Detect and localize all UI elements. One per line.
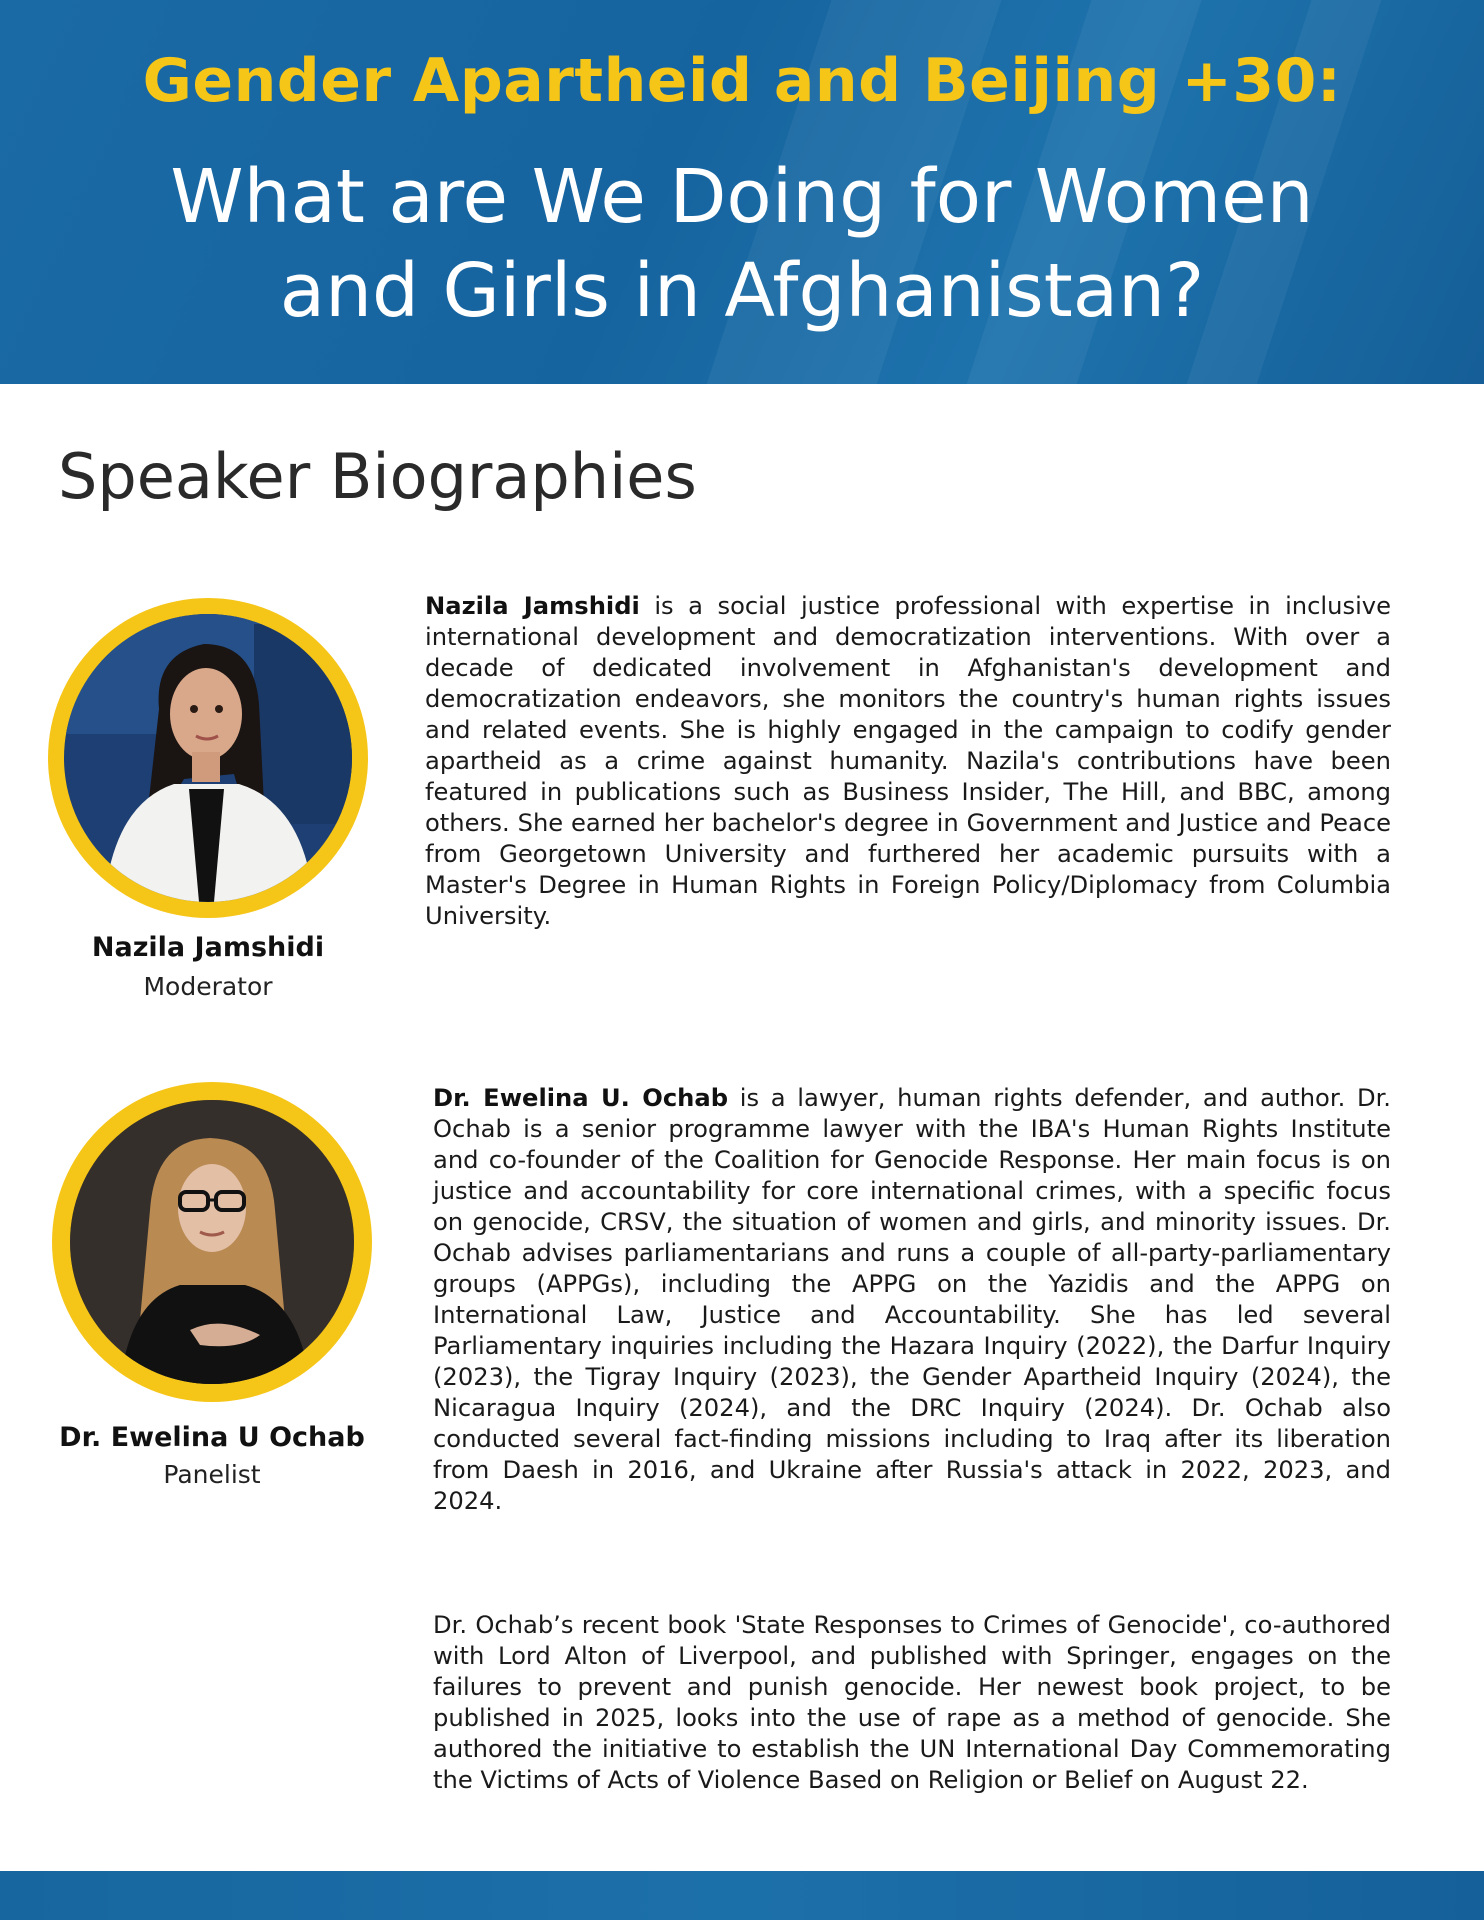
portrait-image (64, 614, 352, 902)
speaker-photo-nazila (48, 598, 368, 918)
section-title: Speaker Biographies (58, 440, 697, 513)
speaker-role: Moderator (143, 972, 273, 1001)
speaker-bio (433, 1083, 1391, 1517)
speaker-bio (425, 591, 1391, 932)
event-title-line2b: and Girls in Afghanistan? (279, 248, 1205, 334)
footer-bar (0, 1871, 1484, 1920)
speaker-bio-text: is a social justice professional with expertise in inclusive international development and democratization interventions. With over a decade of dedicated involvement in Afghanistan's development and democratization endeavors, she monitors the country's human rights issues and related events. She is highly engaged in the campaign to codify gender apartheid as a crime against humanity. Nazila's contributions have been featured in publications such as Business Insider, The Hill, and BBC, among others. She earned her bachelor's degree in Government and Justice and Peace from Georgetown University and furthered her academic pursuits with a Master's Degree in Human Rights in Foreign Policy/Diplomacy from Columbia University. (425, 592, 1391, 930)
speaker-role: Panelist (163, 1460, 261, 1489)
speaker-bio-text: is a lawyer, human rights defender, and author. Dr. Ochab is a senior programme lawyer with the IBA's Human Rights Institute and co-founder of the Coalition for Genocide Response. Her main focus is on justice and accountability for core international crimes, with a specific focus on genocide, CRSV, the situation of women and girls, and minority issues. Dr. Ochab advises parliamentarians and runs a couple of all-party-parliamentary groups (APPGs), including the APPG on the Yazidis and the APPG on International Law, Justice and Accountability. She has led several Parliamentary inquiries including the Hazara Inquiry (2022), the Darfur Inquiry (2023), the Tigray Inquiry (2023), the Gender Apartheid Inquiry (2024), the Nicaragua Inquiry (2024), and the DRC Inquiry (2024). Dr. Ochab also conducted several fact-finding missions including to Iraq after its liberation from Daesh in 2016, and Ukraine after Russia's attack in 2022, 2023, and 2024. (433, 1084, 1391, 1515)
speaker-name: Dr. Ewelina U Ochab (59, 1422, 365, 1453)
speaker-bio-lead: Dr. Ewelina U. Ochab (433, 1084, 729, 1112)
portrait-image (70, 1100, 354, 1384)
header-banner (0, 0, 1484, 384)
speaker-name: Nazila Jamshidi (91, 932, 325, 963)
event-title-line1: Gender Apartheid and Beijing +30: (142, 46, 1342, 116)
speaker-photo-ewelina (52, 1082, 372, 1402)
event-title-line2 (0, 150, 1484, 338)
speaker-bio-lead: Nazila Jamshidi (425, 592, 640, 620)
speaker-bio-paragraph-2: Dr. Ochab’s recent book 'State Responses to Crimes of Genocide', co-authored with Lord Alton of Liverpool, and published with Springer, engages on the failures to prevent and punish genocide. Her newest book project, to be published in 2025, looks into the use of rape as a method of genocide. She authored the initiative to establish the UN International Day Commemorating the Victims of Acts of Violence Based on Religion or Belief on August 22. (433, 1611, 1391, 1794)
event-title-line2a: What are We Doing for Women (170, 154, 1314, 240)
